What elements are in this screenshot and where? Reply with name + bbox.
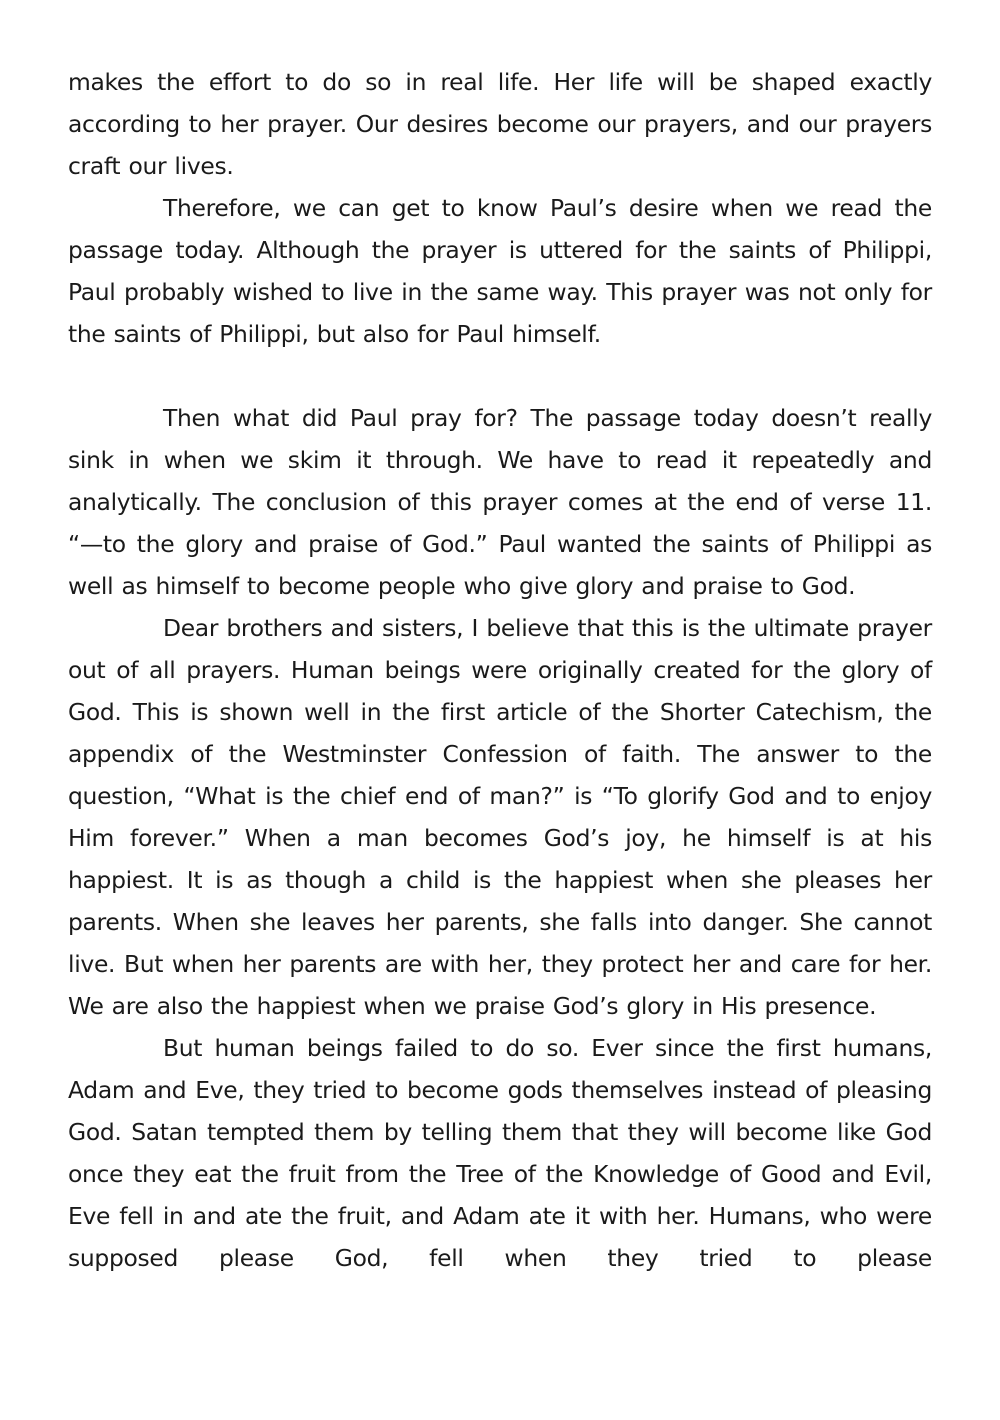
paragraph-gap: [68, 355, 932, 397]
paragraph-4: Dear brothers and sisters, I believe that this is the ultimate prayer out of all prayers. Human beings were originally created for the glory of God. This is shown well in the first article of the Shorter Catechism, the appendix of the Westminster Confession of faith. The answer to the question, “What is the chief end of man?” is “To glorify God and to enjoy Him forever.” When a man becomes God’s joy, he himself is at his happiest. It is as though a child is the happiest when she pleases her parents. When she leaves her parents, she falls into danger. She cannot live. But when her parents are with her, they protect her and care for her. We are also the happiest when we praise God’s glory in His presence.: [68, 614, 932, 1020]
paragraph-1: makes the effort to do so in real life. Her life will be shaped exactly according to her prayer. Our desires become our prayers, and our prayers craft our lives.: [68, 68, 932, 180]
paragraph-3: Then what did Paul pray for? The passage today doesn’t really sink in when we skim it through. We have to read it repeatedly and analytically. The conclusion of this prayer comes at the end of verse 11. “—to the glory and praise of God.” Paul wanted the saints of Philippi as well as himself to become people who give glory and praise to God.: [68, 404, 932, 600]
paragraph-2: Therefore, we can get to know Paul’s desire when we read the passage today. Although the prayer is uttered for the saints of Philippi, Paul probably wished to live in the same way. This prayer was not only for the saints of Philippi, but also for Paul himself.: [68, 194, 932, 348]
paragraph-5: But human beings failed to do so. Ever since the first humans, Adam and Eve, they tried to become gods themselves instead of pleasing God. Satan tempted them by telling them that they will become like God once they eat the fruit from the Tree of the Knowledge of Good and Evil, Eve fell in and ate the fruit, and Adam ate it with her. Humans, who were supposed please God, fell when they tried to please: [68, 1034, 932, 1272]
